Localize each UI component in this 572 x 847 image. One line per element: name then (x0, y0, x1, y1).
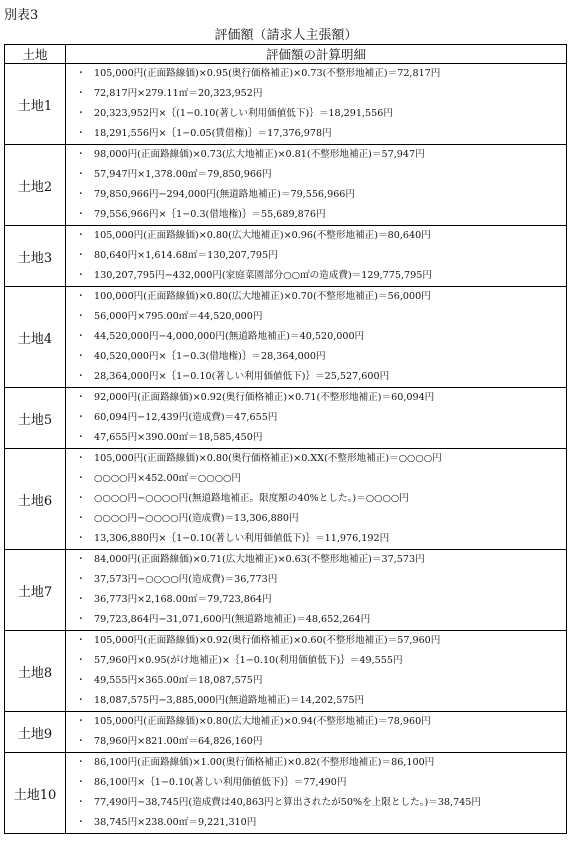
bullet-mark: ・ (76, 250, 86, 261)
bullet-mark: ・ (76, 716, 86, 727)
calc-line-text: 80,640円×1,614.68㎡＝130,207,795円 (94, 250, 278, 261)
bullet-mark: ・ (76, 655, 86, 666)
calc-line (66, 651, 566, 671)
calc-detail-cell (66, 64, 567, 145)
bullet-mark: ・ (76, 88, 86, 99)
calc-line-text: ○○○○円×452.00㎡＝○○○○円 (94, 473, 241, 484)
calc-line-list (66, 388, 566, 448)
table-row (5, 64, 567, 145)
calc-line (66, 529, 566, 549)
calc-line-list (66, 64, 566, 144)
calc-line (66, 104, 566, 124)
document-label: 別表3 (4, 8, 39, 23)
calc-line (66, 610, 566, 630)
calc-line-text: 86,100円×｛1−0.10(著しい利用価値低下)｝＝77,490円 (94, 777, 347, 788)
valuation-table (4, 44, 567, 834)
calc-line-text: 105,000円(正面路線価)×0.80(奥行価格補正)×0.XX(不整形地補正)＝○○○○円 (94, 453, 442, 464)
table-row (5, 712, 567, 753)
calc-line (66, 813, 566, 833)
calc-line (66, 631, 566, 651)
calc-line (66, 124, 566, 144)
calc-line-text: 86,100円(正面路線価)×1.00(奥行価格補正)×0.82(不整形地補正)＝86,100円 (94, 757, 435, 768)
calc-line-text: 77,490円−38,745円(造成費は40,863円と算出されたが50%を上限とした。)＝38,745円 (94, 797, 481, 808)
land-name: 土地9 (5, 712, 66, 753)
calc-line-text: 13,306,880円×｛1−0.10(著しい利用価値低下)｝＝11,976,192円 (94, 533, 390, 544)
land-name: 土地4 (5, 287, 66, 388)
calc-line (66, 732, 566, 752)
calc-line-text: 79,556,966円×｛1−0.3(借地権)｝＝55,689,876円 (94, 209, 326, 220)
bullet-mark: ・ (76, 412, 86, 423)
table-row (5, 287, 567, 388)
bullet-mark: ・ (76, 797, 86, 808)
table-header-row (5, 45, 567, 64)
calc-line (66, 165, 566, 185)
calc-line (66, 773, 566, 793)
calc-line (66, 246, 566, 266)
calc-line (66, 489, 566, 509)
table-body (5, 64, 567, 834)
calc-detail-cell (66, 449, 567, 550)
bullet-mark: ・ (76, 635, 86, 646)
calc-line-text: 105,000円(正面路線価)×0.80(広大地補正)×0.94(不整形地補正)＝78,960円 (94, 716, 431, 727)
calc-line-list (66, 631, 566, 711)
bullet-mark: ・ (76, 594, 86, 605)
bullet-mark: ・ (76, 108, 86, 119)
calc-line (66, 307, 566, 327)
calc-line-text: 57,960円×0.95(がけ地補正)×｛1−0.10(利用価値低下)｝＝49,555円 (94, 655, 403, 666)
bullet-mark: ・ (76, 270, 86, 281)
calc-line (66, 408, 566, 428)
calc-line (66, 712, 566, 732)
land-name: 土地5 (5, 388, 66, 449)
bullet-mark: ・ (76, 371, 86, 382)
calc-line (66, 753, 566, 773)
bullet-mark: ・ (76, 574, 86, 585)
bullet-mark: ・ (76, 554, 86, 565)
bullet-mark: ・ (76, 493, 86, 504)
calc-line-text: 20,323,952円×｛(1−0.10(著しい利用価値低下)｝＝18,291,556円 (94, 108, 393, 119)
calc-line-list (66, 226, 566, 286)
calc-line-text: 47,655円×390.00㎡＝18,585,450円 (94, 432, 263, 443)
calc-line-list (66, 753, 566, 833)
calc-detail-cell (66, 550, 567, 631)
bullet-mark: ・ (76, 757, 86, 768)
calc-line-text: ○○○○円−○○○○円(無道路地補正。限度額の40%とした。)＝○○○○円 (94, 493, 409, 504)
calc-line-list (66, 712, 566, 752)
bullet-mark: ・ (76, 695, 86, 706)
calc-line-list (66, 550, 566, 630)
calc-line-text: 84,000円(正面路線価)×0.71(広大地補正)×0.63(不整形地補正)＝37,573円 (94, 554, 425, 565)
land-name: 土地2 (5, 145, 66, 226)
land-name: 土地6 (5, 449, 66, 550)
bullet-mark: ・ (76, 68, 86, 79)
calc-line-text: 105,000円(正面路線価)×0.80(広大地補正)×0.96(不整形地補正)＝80,640円 (94, 230, 431, 241)
bullet-mark: ・ (76, 817, 86, 828)
calc-line (66, 84, 566, 104)
bullet-mark: ・ (76, 351, 86, 362)
bullet-mark: ・ (76, 614, 86, 625)
calc-line-text: 44,520,000円−4,000,000円(無道路地補正)＝40,520,000円 (94, 331, 365, 342)
calc-line (66, 509, 566, 529)
land-column-header: 土地 (5, 45, 66, 64)
calc-line (66, 205, 566, 225)
calc-line-text: 18,291,556円×｛1−0.05(賃借権)｝＝17,376,978円 (94, 128, 332, 139)
bullet-mark: ・ (76, 432, 86, 443)
bullet-mark: ・ (76, 331, 86, 342)
land-name: 土地7 (5, 550, 66, 631)
calc-line-text: 57,947円×1,378.00㎡＝79,850,966円 (94, 169, 272, 180)
calc-line (66, 671, 566, 691)
calc-detail-cell (66, 145, 567, 226)
calc-line (66, 388, 566, 408)
table-row (5, 388, 567, 449)
calc-line (66, 550, 566, 570)
bullet-mark: ・ (76, 189, 86, 200)
table-row (5, 753, 567, 834)
bullet-mark: ・ (76, 453, 86, 464)
bullet-mark: ・ (76, 209, 86, 220)
calc-line-list (66, 287, 566, 387)
calc-line-text: 105,000円(正面路線価)×0.92(奥行価格補正)×0.60(不整形地補正)＝57,960円 (94, 635, 441, 646)
bullet-mark: ・ (76, 736, 86, 747)
land-name: 土地10 (5, 753, 66, 834)
calc-line-text: 105,000円(正面路線価)×0.95(奥行価格補正)×0.73(不整形地補正)＝72,817円 (94, 68, 441, 79)
detail-column-header: 評価額の計算明細 (66, 45, 567, 64)
calc-line-text: 40,520,000円×｛1−0.3(借地権)｝＝28,364,000円 (94, 351, 326, 362)
land-name: 土地8 (5, 631, 66, 712)
calc-detail-cell (66, 226, 567, 287)
calc-line (66, 570, 566, 590)
calc-line (66, 469, 566, 489)
calc-line (66, 226, 566, 246)
calc-line (66, 266, 566, 286)
calc-detail-cell (66, 631, 567, 712)
table-row (5, 145, 567, 226)
calc-line-text: 49,555円×365.00㎡＝18,087,575円 (94, 675, 263, 686)
calc-line (66, 793, 566, 813)
calc-line-text: 18,087,575円−3,885,000円(無道路地補正)＝14,202,575円 (94, 695, 365, 706)
calc-detail-cell (66, 388, 567, 449)
calc-detail-cell (66, 287, 567, 388)
table-row (5, 226, 567, 287)
table-row (5, 449, 567, 550)
calc-line-text: 38,745円×238.00㎡＝9,221,310円 (94, 817, 257, 828)
bullet-mark: ・ (76, 513, 86, 524)
bullet-mark: ・ (76, 392, 86, 403)
calc-line (66, 145, 566, 165)
bullet-mark: ・ (76, 777, 86, 788)
land-name: 土地1 (5, 64, 66, 145)
calc-line (66, 185, 566, 205)
bullet-mark: ・ (76, 169, 86, 180)
calc-line (66, 347, 566, 367)
calc-line-list (66, 449, 566, 549)
calc-line-text: 28,364,000円×｛1−0.10(著しい利用価値低下)｝＝25,527,600円 (94, 371, 390, 382)
calc-line (66, 287, 566, 307)
calc-line-text: 60,094円−12,439円(造成費)＝47,655円 (94, 412, 278, 423)
calc-line (66, 64, 566, 84)
table-row (5, 550, 567, 631)
bullet-mark: ・ (76, 149, 86, 160)
calc-line-text: 92,000円(正面路線価)×0.92(奥行価格補正)×0.71(不整形地補正)＝60,094円 (94, 392, 435, 403)
calc-line-text: 78,960円×821.00㎡＝64,826,160円 (94, 736, 263, 747)
calc-line-text: 100,000円(正面路線価)×0.80(広大地補正)×0.70(不整形地補正)＝56,000円 (94, 291, 431, 302)
calc-line (66, 691, 566, 711)
calc-line (66, 428, 566, 448)
document-title: 評価額（請求人主張額） (214, 28, 358, 43)
calc-line-text: 79,723,864円−31,071,600円(無道路地補正)＝48,652,264円 (94, 614, 371, 625)
calc-line-list (66, 145, 566, 225)
calc-line-text: 36,773円×2,168.00㎡＝79,723,864円 (94, 594, 272, 605)
calc-line-text: 72,817円×279.11㎡＝20,323,952円 (94, 88, 263, 99)
land-name: 土地3 (5, 226, 66, 287)
calc-line (66, 327, 566, 347)
bullet-mark: ・ (76, 675, 86, 686)
calc-line-text: 56,000円×795.00㎡＝44,520,000円 (94, 311, 263, 322)
calc-line-text: ○○○○円−○○○○円(造成費)＝13,306,880円 (94, 513, 299, 524)
calc-detail-cell (66, 753, 567, 834)
table-row (5, 631, 567, 712)
calc-line-text: 98,000円(正面路線価)×0.73(広大地補正)×0.81(不整形地補正)＝57,947円 (94, 149, 425, 160)
bullet-mark: ・ (76, 291, 86, 302)
calc-line-text: 79,850,966円−294,000円(無道路地補正)＝79,556,966円 (94, 189, 355, 200)
calc-line (66, 449, 566, 469)
bullet-mark: ・ (76, 230, 86, 241)
calc-line-text: 37,573円−○○○○円(造成費)＝36,773円 (94, 574, 278, 585)
bullet-mark: ・ (76, 533, 86, 544)
bullet-mark: ・ (76, 473, 86, 484)
calc-detail-cell (66, 712, 567, 753)
calc-line-text: 130,207,795円−432,000円(家庭菜園部分○○㎡の造成費)＝129,775,795円 (94, 270, 432, 281)
calc-line (66, 367, 566, 387)
calc-line (66, 590, 566, 610)
bullet-mark: ・ (76, 311, 86, 322)
bullet-mark: ・ (76, 128, 86, 139)
